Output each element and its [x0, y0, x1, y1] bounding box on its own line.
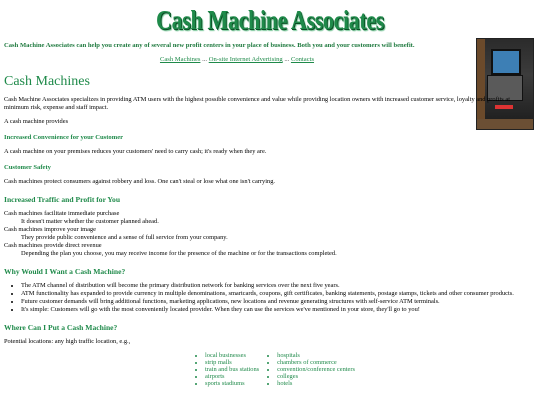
header — [0, 5, 540, 36]
list-item: • local businesses — [205, 352, 259, 359]
list-item: • hotels — [277, 380, 355, 387]
list-item: • hospitals — [277, 352, 355, 359]
provides-paragraph: A cash machine provides — [4, 118, 69, 125]
locations-list-left — [195, 352, 259, 387]
definition-term: Cash machines facilitate immediate purchase — [4, 210, 120, 217]
section-text-convenience: A cash machine on your premises reduces your customers' need to carry cash; it's ready when they are. — [4, 148, 267, 155]
list-item: • convention/conference centers — [277, 366, 355, 373]
section-title-convenience: Increased Convenience for your Customer — [4, 134, 124, 141]
list-item: • sports stadiums — [205, 380, 259, 387]
traffic-definition-list — [4, 210, 534, 258]
intro-text: Cash Machine Associates can help you create any of several new profit centers in your place of business. Both you and your customers will benefit. — [4, 42, 415, 49]
nav-link-advertising[interactable]: On-site Internet Advertising — [208, 56, 283, 63]
main-content — [4, 72, 534, 387]
definition-term: Cash machines improve your image — [4, 226, 96, 233]
section-text-where: Potential locations: any high traffic location, e.g., — [4, 338, 131, 345]
section-title-safety: Customer Safety — [4, 164, 51, 171]
page-title: Cash Machines — [4, 74, 90, 89]
list-item: • train and bus stations — [205, 366, 259, 373]
list-item: • airports — [205, 373, 259, 380]
definition-desc: They provide public convenience and a sense of full service from your company. — [21, 234, 228, 241]
definition-desc: Depending the plan you choose, you may receive income for the presence of the machine or for the transactions completed. — [21, 250, 337, 257]
section-title-why: Why Would I Want a Cash Machine? — [4, 267, 126, 276]
site-logo: Cash Machine Associates — [156, 5, 384, 35]
definition-term: Cash machines provide direct revenue — [4, 242, 102, 249]
definition-desc: It doesn't matter whether the customer planned ahead. — [21, 218, 159, 225]
section-text-safety: Cash machines protect consumers against robbery and loss. One can't steal or lose what one isn't carrying. — [4, 178, 275, 185]
section-title-where: Where Can I Put a Cash Machine? — [4, 323, 118, 332]
list-item: • strip malls — [205, 359, 259, 366]
section-title-traffic: Increased Traffic and Profit for You — [4, 195, 121, 204]
list-item: • Future customer demands will bring additional functions, marketing applications, new locations and revenue generating structures with self-service ATM terminals. — [21, 298, 534, 306]
list-item: • It's simple: Customers will go with the most conveniently located provider. When they can use the services we've mentioned in your store, they'll go to you! — [21, 306, 534, 314]
intro-paragraph: Cash Machine Associates specializes in providing ATM users with the highest possible convenience and value while providing location owners with increased customer service, loyalty and profits at minimum risk, expense and staff impact. — [4, 96, 510, 111]
list-item: • colleges — [277, 373, 355, 380]
nav-separator: ... — [200, 56, 209, 63]
nav-link-contacts[interactable]: Contacts — [290, 56, 315, 63]
nav-separator: ... — [282, 56, 291, 63]
locations-list-right — [267, 352, 355, 387]
list-item: • ATM functionality has expanded to provide currency in multiple denominations, smartcards, coupons, gift certificates, banking statements, postage stamps, tickets and other consumer products. — [21, 290, 534, 298]
top-nav — [0, 56, 474, 63]
list-item: • The ATM channel of distribution will become the primary distribution network for banking services over the next five years. — [21, 282, 534, 290]
why-list — [4, 282, 534, 314]
locations-columns — [16, 352, 534, 387]
list-item: • chambers of commerce — [277, 359, 355, 366]
nav-link-cash-machines[interactable]: Cash Machines — [159, 56, 201, 63]
